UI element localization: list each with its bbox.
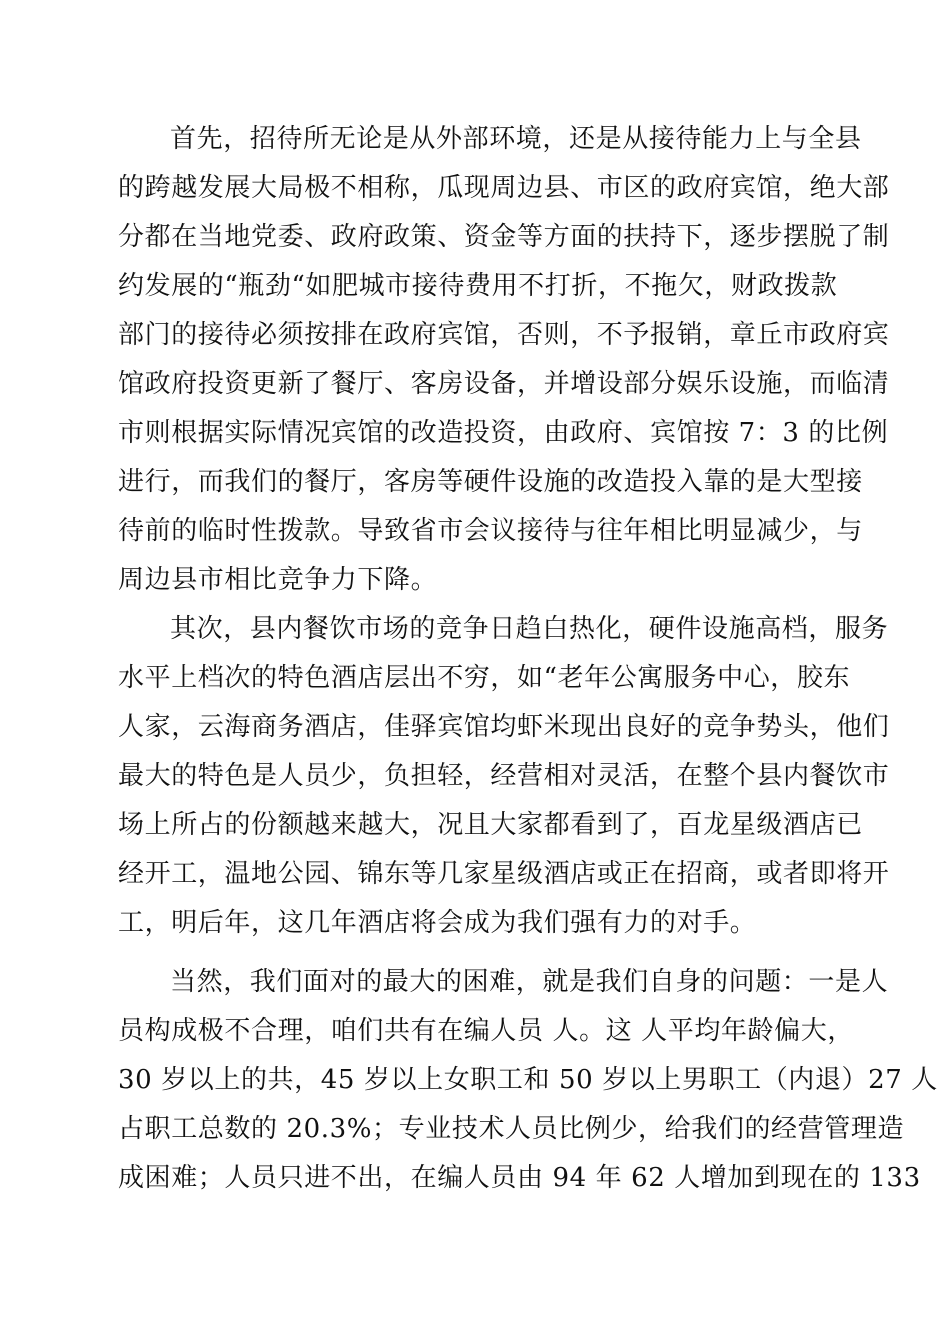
paragraph-3-line-3: 30 岁以上的共，45 岁以上女职工和 50 岁以上男职工（内退）27 人 [118, 1065, 938, 1095]
paragraph-1-line-6: 馆政府投资更新了餐厅、客房设备，并增设部分娱乐设施，而临清 [118, 369, 890, 399]
paragraph-1-line-1: 首先，招待所无论是从外部环境，还是从接待能力上与全县 [170, 124, 862, 154]
paragraph-2-line-6: 经开工，温地公园、锦东等几家星级酒店或正在招商，或者即将开 [118, 859, 890, 889]
paragraph-2-line-3: 人家，云海商务酒店，佳驿宾馆均虾米现出良好的竞争势头，他们 [118, 712, 890, 742]
paragraph-3-line-4: 占职工总数的 20.3%；专业技术人员比例少，给我们的经营管理造 [118, 1114, 905, 1144]
paragraph-2-line-2: 水平上档次的特色酒店层出不穷，如“老年公寓服务中心，胶东 [118, 663, 851, 693]
paragraph-1-line-3: 分都在当地党委、政府政策、资金等方面的扶持下，逐步摆脱了制 [118, 222, 890, 252]
paragraph-1-line-5: 部门的接待必须按排在政府宾馆，否则，不予报销，章丘市政府宾 [118, 320, 890, 350]
paragraph-1-line-8: 进行，而我们的餐厅，客房等硬件设施的改造投入靠的是大型接 [118, 467, 863, 497]
paragraph-2-line-4: 最大的特色是人员少，负担轻，经营相对灵活，在整个县内餐饮市 [118, 761, 890, 791]
paragraph-3-line-2: 员构成极不合理，咱们共有在编人员 人。这 人平均年龄偏大， [118, 1016, 854, 1046]
paragraph-1-line-9: 待前的临时性拨款。导致省市会议接待与往年相比明显减少，与 [118, 516, 863, 546]
paragraph-1-line-10: 周边县市相比竞争力下降。 [118, 565, 438, 595]
paragraph-1-line-4: 约发展的“瓶劲“如肥城市接待费用不打折，不拖欠，财政拨款 [118, 271, 838, 301]
paragraph-2-line-1: 其次，县内餐饮市场的竞争日趋白热化，硬件设施高档，服务 [170, 614, 889, 644]
paragraph-2-line-5: 场上所占的份额越来越大，况且大家都看到了，百龙星级酒店已 [118, 810, 863, 840]
paragraph-3-line-5: 成困难；人员只进不出，在编人员由 94 年 62 人增加到现在的 133 [118, 1163, 921, 1193]
paragraph-3-line-1: 当然，我们面对的最大的困难，就是我们自身的问题：一是人 [170, 967, 889, 997]
paragraph-1-line-7: 市则根据实际情况宾馆的改造投资，由政府、宾馆按 7：3 的比例 [118, 418, 889, 448]
paragraph-2-line-7: 工，明后年，这几年酒店将会成为我们强有力的对手。 [118, 908, 757, 938]
paragraph-1-line-2: 的跨越发展大局极不相称，瓜现周边县、市区的政府宾馆，绝大部 [118, 173, 890, 203]
